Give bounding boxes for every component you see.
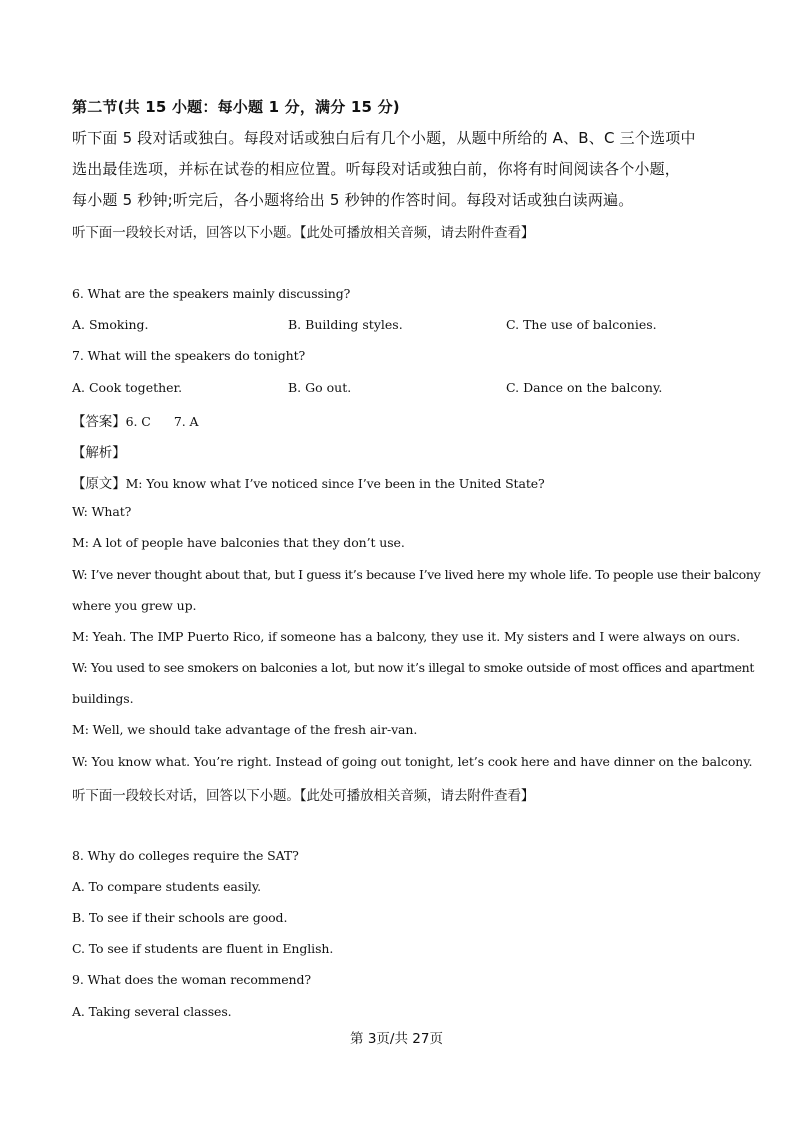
q7-option-a: A. Cook together. (72, 380, 183, 395)
answer-line (72, 410, 198, 430)
transcript-label: 【原文】 (72, 476, 126, 492)
transcript-line-3: M: A lot of people have balconies that they don’t use. (72, 535, 405, 550)
transcript-line-7: W: You used to see smokers on balconies a lot, but now it’s illegal to smoke outside of most offices and apartment (72, 660, 755, 675)
q6-option-b: B. Building styles. (288, 317, 403, 332)
instructions-line-2: 选出最佳选项，并标在试卷的相应位置。听每段对话或独白前，你将有时间阅读各个小题， (72, 160, 681, 178)
instructions-line-3: 每小题 5 秒钟;听完后，各小题将给出 5 秒钟的作答时间。每段对话或独白读两遍。 (72, 191, 634, 209)
instructions-line-1: 听下面 5 段对话或独白。每段对话或独白后有几个小题，从题中所给的 A、B、C 三个选项中 (72, 129, 696, 147)
question-8: 8. Why do colleges require the SAT? (72, 848, 299, 863)
transcript-line-8: buildings. (72, 691, 134, 706)
transcript-line-10: W: You know what. You’re right. Instead of going out tonight, let’s cook here and have dinner on the balcony. (72, 754, 753, 769)
q6-option-c: C. The use of balconies. (506, 317, 657, 332)
transcript-line-6: M: Yeah. The IMP Puerto Rico, if someone has a balcony, they use it. My sisters and I were always on ours. (72, 629, 741, 644)
transcript-line-5: where you grew up. (72, 598, 197, 613)
transcript-text: M: You know what I’ve noticed since I’ve been in the United State? (125, 476, 545, 491)
q6-option-a: A. Smoking. (72, 317, 149, 332)
question-7: 7. What will the speakers do tonight? (72, 348, 306, 363)
page-footer: 第 3页/共 27页 (350, 1031, 443, 1047)
transcript-line-9: M: Well, we should take advantage of the fresh air-van. (72, 722, 418, 737)
transcript-line-2: W: What? (72, 504, 132, 519)
q8-option-c: C. To see if students are fluent in English. (72, 941, 334, 956)
transcript-line-4: W: I’ve never thought about that, but I guess it’s because I’ve lived here my whole life. To people use their balcony (72, 567, 761, 582)
q8-option-b: B. To see if their schools are good. (72, 910, 288, 925)
audio-note: 听下面一段较长对话，回答以下小题。【此处可播放相关音频，请去附件查看】 (72, 225, 535, 241)
q9-option-a: A. Taking several classes. (72, 1004, 232, 1019)
answer-label: 【答案】 (72, 414, 126, 430)
audio-note-2: 听下面一段较长对话，回答以下小题。【此处可播放相关音频，请去附件查看】 (72, 788, 535, 804)
question-6: 6. What are the speakers mainly discussing? (72, 286, 351, 301)
q7-option-b: B. Go out. (288, 380, 352, 395)
q7-option-c: C. Dance on the balcony. (506, 380, 663, 395)
analysis-label: 【解析】 (72, 445, 126, 461)
question-9: 9. What does the woman recommend? (72, 972, 312, 987)
section-heading: 第二节(共 15 小题：每小题 1 分，满分 15 分) (72, 98, 400, 116)
answer-value: 6. C 7. A (125, 414, 199, 429)
transcript-line-1 (72, 472, 545, 492)
q8-option-a: A. To compare students easily. (72, 879, 262, 894)
